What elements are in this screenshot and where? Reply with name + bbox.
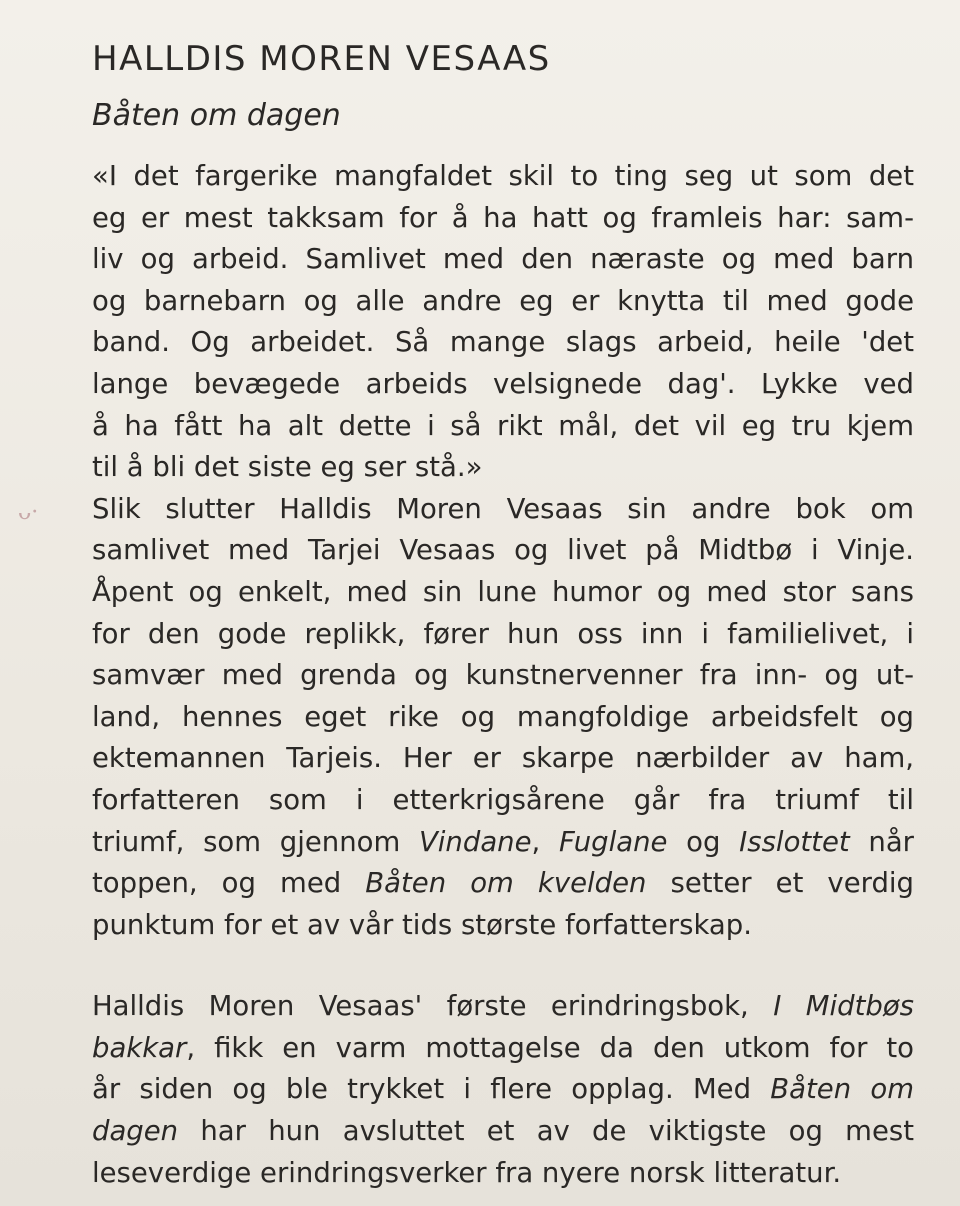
description-paragraph xyxy=(92,489,914,947)
text-segment: har hun avsluttet et av de viktigste og mest xyxy=(178,1115,914,1148)
book-jacket-text xyxy=(92,30,914,1194)
quote-line: «I det fargerike mangfaldet skil to ting seg ut som det xyxy=(92,160,914,192)
text-line: land, hennes eget rike og mangfoldige arbeidsfelt og xyxy=(92,700,914,733)
book-title-i-midtbos-bakkar: I Midtbøs xyxy=(773,990,914,1023)
quote-line: eg er mest takksam for å ha hatt og framleis har: sam- xyxy=(92,201,914,234)
book-title: Båten om dagen xyxy=(92,98,341,133)
quote-line: band. Og arbeidet. Så mange slags arbeid, heile 'det xyxy=(92,326,914,359)
text-segment: triumf, som gjennom xyxy=(92,825,419,858)
margin-pencil-mark: ᴗ· xyxy=(18,500,39,525)
text-line xyxy=(92,1111,914,1153)
text-line xyxy=(92,1069,914,1111)
text-segment: setter et verdig xyxy=(646,867,915,900)
text-line xyxy=(92,863,914,905)
quote-line: og barnebarn og alle andre eg er knytta til med gode xyxy=(92,284,914,317)
text-segment: Halldis Moren Vesaas' første erindringsbok, xyxy=(92,990,774,1023)
text-segment: , fikk en varm mottagelse da den utkom for to xyxy=(186,1031,914,1064)
quote-line: liv og arbeid. Samlivet med den næraste og med barn xyxy=(92,243,914,276)
quote-line: til å bli det siste eg ser stå.» xyxy=(92,451,483,484)
book-title-baten-om-dagen: Båten om xyxy=(770,1073,914,1106)
text-line: forfatteren som i etterkrigsårene går fra triumf til xyxy=(92,783,914,816)
body-text xyxy=(92,156,914,1194)
book-title-fuglane: Fuglane xyxy=(559,825,668,858)
text-line: Slik slutter Halldis Moren Vesaas sin andre bok om xyxy=(92,492,914,525)
quote-line: å ha fått ha alt dette i så rikt mål, det vil eg tru kjem xyxy=(92,409,914,442)
text-line xyxy=(92,822,914,864)
text-segment: når xyxy=(849,825,914,858)
quote-block xyxy=(92,156,914,489)
closing-paragraph xyxy=(92,986,914,1194)
book-title-i-midtbos-bakkar-cont: bakkar xyxy=(92,1031,187,1064)
text-line: samlivet med Tarjei Vesaas og livet på Midtbø i Vinje. xyxy=(92,534,914,567)
text-line: leseverdige erindringsverker fra nyere norsk litteratur. xyxy=(92,1156,842,1189)
text-line xyxy=(92,986,914,1028)
quote-line: lange bevægede arbeids velsignede dag'. Lykke ved xyxy=(92,367,914,400)
text-segment: år siden og ble trykket i flere opplag. Med xyxy=(92,1073,771,1106)
text-line: for den gode replikk, fører hun oss inn i familielivet, i xyxy=(92,617,914,650)
book-title-baten-om-kvelden: Båten om kvelden xyxy=(365,867,647,900)
text-line: Åpent og enkelt, med sin lune humor og med stor sans xyxy=(92,575,914,608)
text-segment: toppen, og med xyxy=(92,867,366,900)
text-segment: og xyxy=(667,825,740,858)
text-line xyxy=(92,1028,914,1070)
text-line: punktum for et av vår tids største forfatterskap. xyxy=(92,908,752,941)
book-title-vindane: Vindane xyxy=(418,825,532,858)
book-title-isslottet: Isslottet xyxy=(739,825,850,858)
paragraph-spacer xyxy=(92,946,914,986)
text-line: samvær med grenda og kunstnervenner fra inn- og ut- xyxy=(92,659,914,692)
text-segment: , xyxy=(531,825,559,858)
book-title-baten-om-dagen-cont: dagen xyxy=(92,1115,179,1148)
author-name: HALLDIS MOREN VESAAS xyxy=(92,39,551,79)
text-line: ektemannen Tarjeis. Her er skarpe nærbilder av ham, xyxy=(92,742,914,775)
